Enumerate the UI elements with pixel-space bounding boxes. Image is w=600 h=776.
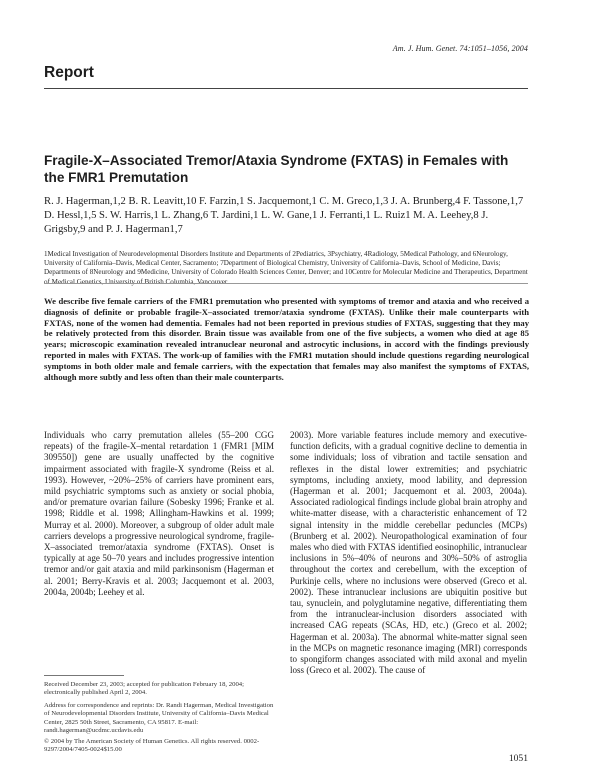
footnote-copyright: © 2004 by The American Society of Human Genetics. All rights reserved. 0002-9297/2004/7405-0024$15.00	[44, 738, 260, 754]
body-column-left	[44, 430, 274, 598]
affiliations: 1Medical Investigation of Neurodevelopmental Disorders Institute and Departments of 2Pediatrics, 3Psychiatry, 4Radiology, 5Medical Pathology, and 6Neurology, University of California–Davis, Medical Center, Sacramento; 7Department of Biological Chemistry, University of California–Davis, School of Medicine, Davis; Departments of 8Neurology and 9Medicine, University of Colorado Health Sciences Center, Denver; and 10Centre for Molecular Medicine and Therapeutics, Department of Medical Genetics, University of British Columbia, Vancouver	[44, 250, 528, 286]
page-number: 1051	[508, 753, 528, 764]
abstract: We describe five female carriers of the FMR1 premutation who presented with symptoms of tremor and ataxia and who received a diagnosis of definite or probable fragile-X–associated tremor/ataxia syndrome (FXTAS). Unlike their male counterparts with FXTAS, none of the women had dementia. Females had not been reported in previous studies of FXTAS, suggesting that they may be relatively protected from this disorder. Brain tissue was available from one of the five subjects, a women who died at age 85 years; microscopic examination revealed intranuclear neuronal and astrocytic inclusions, in accord with the findings previously reported in males with FXTAS. The work-up of families with the FMR1 mutation should include questions regarding neurological symptoms in both older male and female carriers, with the expectation that females may also manifest the symptoms of FXTAS, although more subtly and less often than their male counterparts.	[44, 296, 529, 382]
section-label: Report	[44, 64, 94, 81]
header-rule	[44, 88, 528, 89]
body-paragraph: 2003). More variable features include memory and executive-function deficits, with a gradual cognitive decline to dementia in some individuals; loss of vibration and tactile sensation and reflexes in the distal lower extremities; and psychiatric symptoms, including anxiety, mood lability, and depression (Hagerman et al. 2001; Jacquemont et al. 2003, 2004a). Associated radiological findings include global brain atrophy and white-matter disease, with a characteristic enhancement of T2 signal intensity in the middle cerebellar peduncles (MCPs) (Brunberg et al. 2002). Neuropathological examination of four males who died with FXTAS identified eosinophilic, intranuclear inclusions in 5%–40% of neurons and 30%–50% of astroglia throughout the cortex and cerebellum, with the exception of Purkinje cells, where no inclusions were observed (Greco et al. 2002). These intranuclear inclusions are ubiquitin positive but tau, synuclein, and polyglutamine negative, differentiating them from the intranuclear-inclusion disorders associated with increased CAG repeats (SCAs, HD, etc.) (Greco et al. 2002; Hagerman et al. 2003a). The abnormal white-matter signal seen in the MCPs on magnetic resonance imaging (MRI) corresponds to spongiform changes associated with mild axonal and myelin loss (Greco et al. 2002). The cause of	[290, 430, 527, 676]
footnote-rule	[44, 675, 124, 676]
body-paragraph: Individuals who carry premutation alleles (55–200 CGG repeats) of the fragile-X–mental retardation 1 (FMR1 [MIM 309550]) gene are usually unaffected by the cognitive impairment associated with fragile-X syndrome (Reiss et al. 1993). However, ~20%–25% of carriers have prominent ears, mild psychiatric symptoms such as anxiety or social phobia, and/or premature ovarian failure (Sobesky 1996; Franke et al. 1998; Riddle et al. 1998; Allingham-Hawkins et al. 1999; Murray et al. 2000). Moreover, a subgroup of older adult male carriers develops a progressive neurological syndrome, fragile-X–associated tremor/ataxia syndrome (FXTAS). Onset is typically at age 50–70 years and includes progressive intention tremor and/or gait ataxia and mild parkinsonism (Hagerman et al. 2001; Berry-Kravis et al. 2003; Jacquemont et al. 2003, 2004a, 2004b; Leehey et al.	[44, 430, 274, 597]
affiliation-rule	[44, 283, 528, 284]
footnote-received: Received December 23, 2003; accepted for publication February 18, 2004; electronically published April 2, 2004.	[44, 681, 244, 697]
footnote-correspondence: Address for correspondence and reprints: Dr. Randi Hagerman, Medical Investigation of Neurodevelopmental Disorders Institute, University of California–Davis Medical Center, 2825 50th Street, Sacramento, CA 95817. E-mail: randi.hagerman@ucdmc.ucdavis.edu	[44, 702, 274, 734]
author-list: R. J. Hagerman,1,2 B. R. Leavitt,10 F. Farzin,1 S. Jacquemont,1 C. M. Greco,1,3 J. A. Brunberg,4 F. Tassone,1,7 D. Hessl,1,5 S. W. Harris,1 L. Zhang,6 T. Jardini,1 L. W. Gane,1 J. Ferranti,1 L. Ruiz1 M. A. Leehey,8 J. Grigsby,9 and P. J. Hagerman1,7	[44, 196, 524, 235]
body-column-right	[290, 430, 527, 676]
journal-citation: Am. J. Hum. Genet. 74:1051–1056, 2004	[392, 44, 528, 53]
article-title: Fragile-X–Associated Tremor/Ataxia Syndrome (FXTAS) in Females with the FMR1 Premutation	[44, 153, 509, 185]
